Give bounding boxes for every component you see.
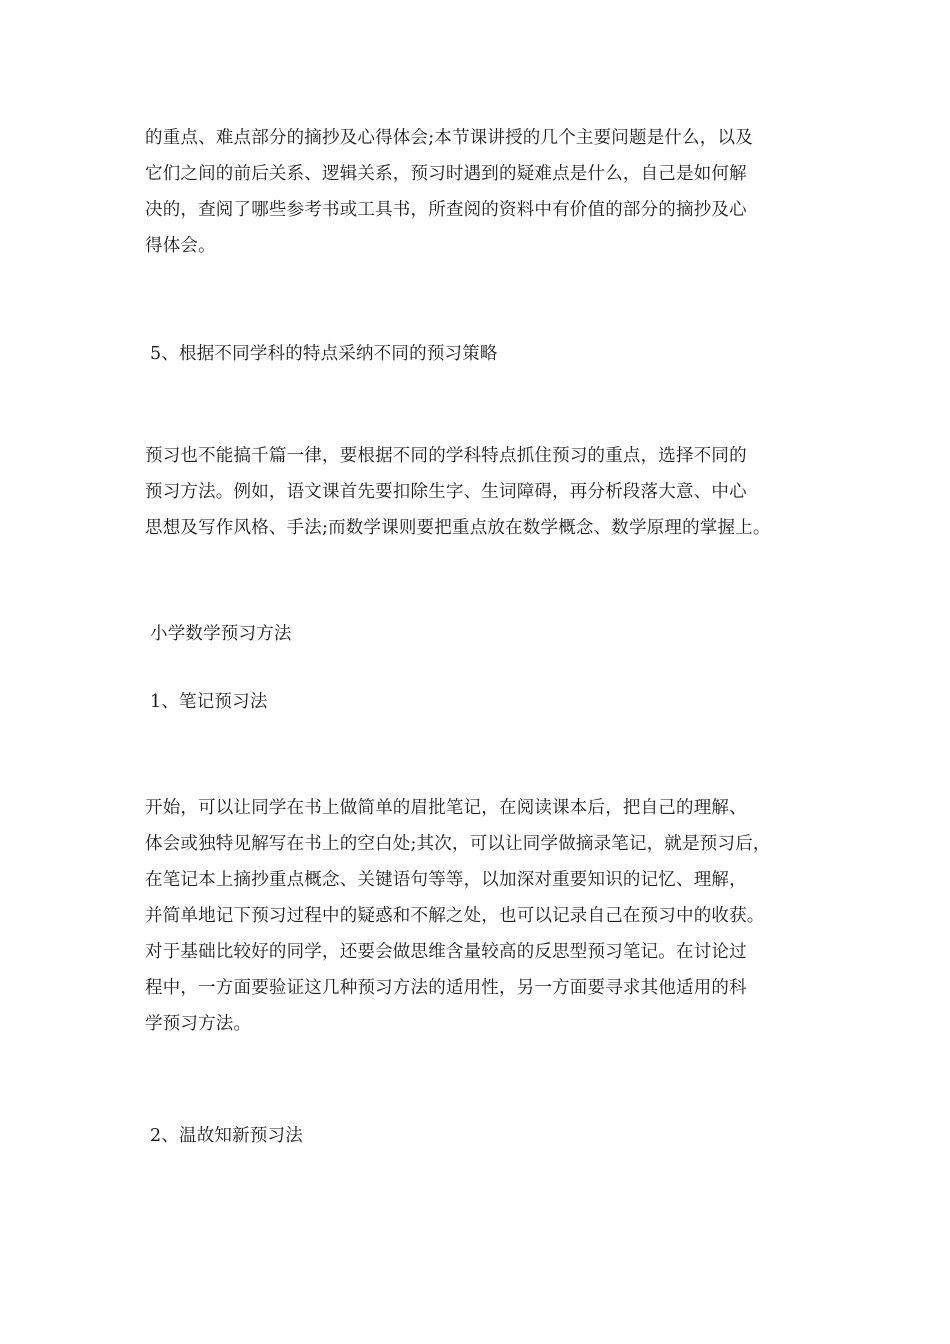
section-heading-1: 1、笔记预习法: [150, 692, 268, 712]
paragraph-line: 体会或独特见解写在书上的空白处;其次，可以让同学做摘录笔记，就是预习后，: [145, 834, 771, 854]
paragraph-line: 学预习方法。: [145, 1014, 252, 1034]
paragraph-line: 预习也不能搞千篇一律，要根据不同的学科特点抓住预习的重点，选择不同的: [145, 446, 747, 466]
paragraph-line: 预习方法。例如，语文课首先要扣除生字、生词障碍，再分析段落大意、中心: [145, 482, 747, 502]
section-heading-5: 5、根据不同学科的特点采纳不同的预习策略: [150, 344, 498, 364]
paragraph-line: 对于基础比较好的同学，还要会做思维含量较高的反思型预习笔记。在讨论过: [145, 942, 747, 962]
section-heading-2: 2、温故知新预习法: [150, 1126, 303, 1146]
paragraph-line: 开始，可以让同学在书上做简单的眉批笔记，在阅读课本后，把自己的理解、: [145, 798, 747, 818]
paragraph-line: 程中，一方面要验证这几种预习方法的适用性，另一方面要寻求其他适用的科: [145, 978, 747, 998]
paragraph-line: 思想及写作风格、手法;而数学课则要把重点放在数学概念、数学原理的掌握上。: [145, 518, 771, 538]
section-title: 小学数学预习方法: [150, 624, 292, 644]
paragraph-line: 在笔记本上摘抄重点概念、关键语句等等，以加深对重要知识的记忆、理解，: [145, 870, 747, 890]
paragraph-line: 并简单地记下预习过程中的疑惑和不解之处，也可以记录自己在预习中的收获。: [145, 906, 765, 926]
paragraph-line: 决的，查阅了哪些参考书或工具书，所查阅的资料中有价值的部分的摘抄及心: [145, 200, 747, 220]
paragraph-line: 得体会。: [145, 236, 216, 256]
paragraph-line: 它们之间的前后关系、逻辑关系，预习时遇到的疑难点是什么，自己是如何解: [145, 164, 747, 184]
paragraph-line: 的重点、难点部分的摘抄及心得体会;本节课讲授的几个主要问题是什么，以及: [145, 128, 753, 148]
